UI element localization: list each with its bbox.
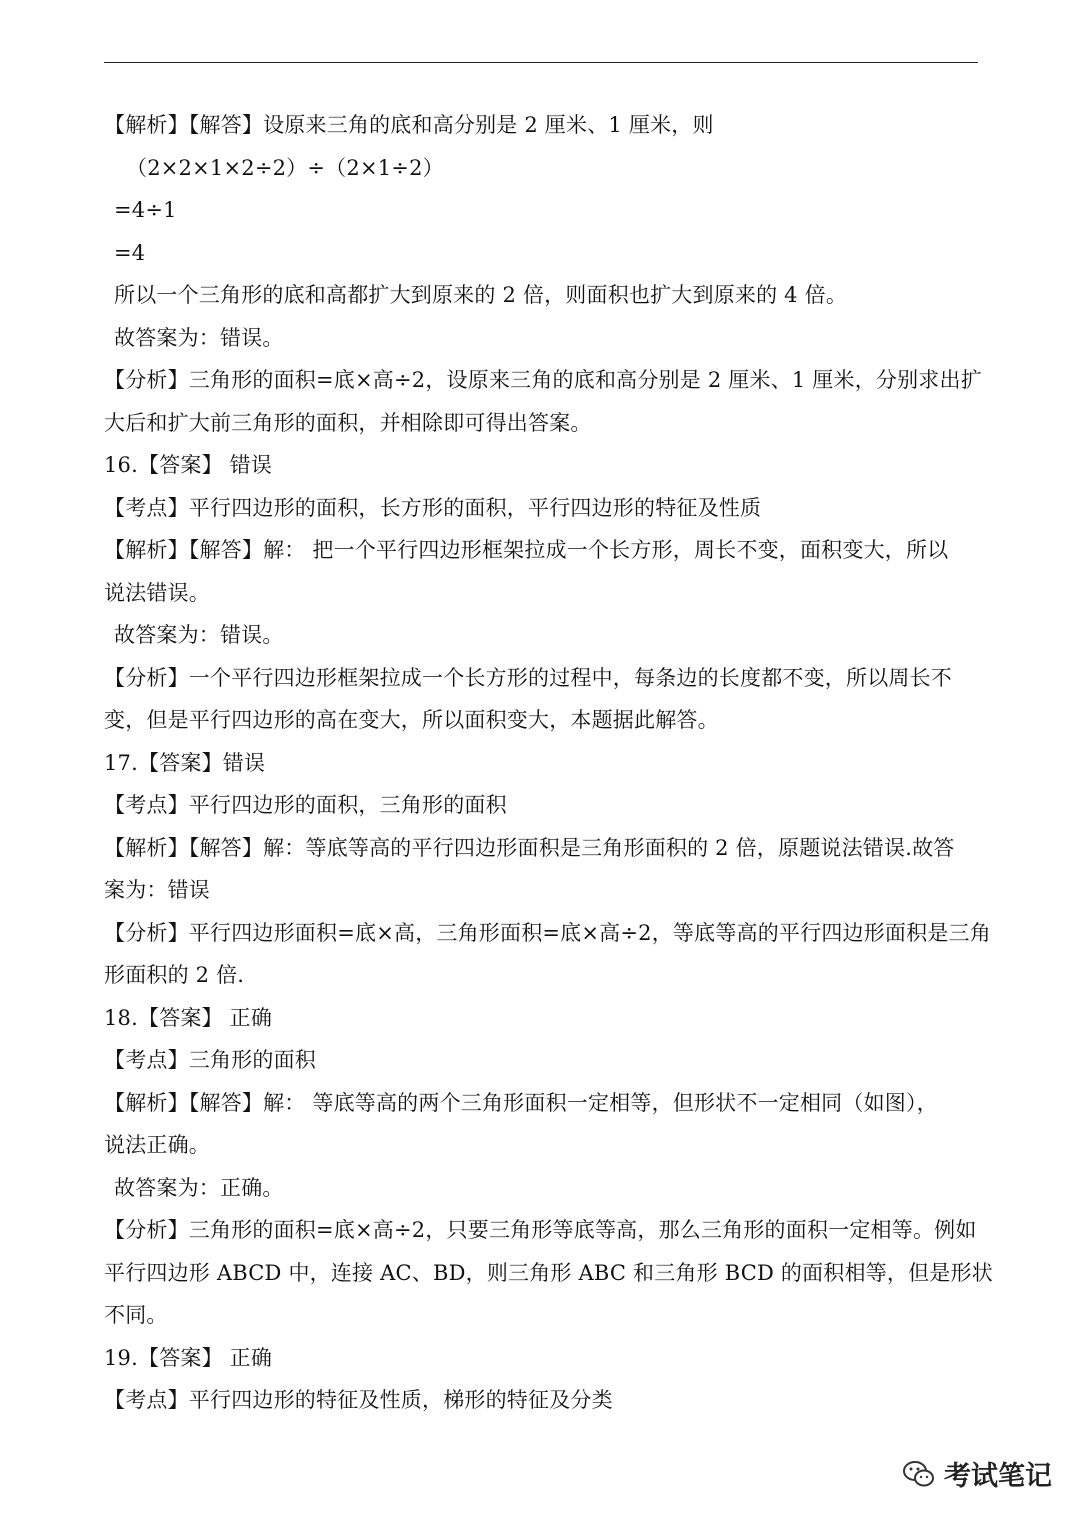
analysis-line: 形面积的 2 倍.: [104, 963, 245, 987]
knowledge-point-line: 【考点】三角形的面积: [104, 1048, 316, 1072]
question-answer-18: 18.【答案】 正确: [104, 1005, 273, 1030]
knowledge-point-line: 【考点】平行四边形的面积，长方形的面积，平行四边形的特征及性质: [104, 495, 762, 520]
answer-line: 故答案为：错误。: [114, 623, 284, 647]
formula-line: =4÷1: [114, 198, 177, 222]
explanation-line: 【解析】【解答】解： 把一个平行四边形框架拉成一个长方形，周长不变，面积变大，所以: [104, 538, 949, 562]
formula-line: =4: [114, 240, 146, 265]
explanation-line: 说法错误。: [104, 580, 210, 605]
explanation-line: 案为：错误: [104, 878, 210, 902]
formula-line: （2×2×1×2÷2）÷（2×1÷2）: [126, 155, 444, 180]
question-answer-19: 19.【答案】 正确: [104, 1345, 273, 1370]
watermark: [902, 1454, 1052, 1493]
analysis-line: 【分析】三角形的面积=底×高÷2，只要三角形等底等高，那么三角形的面积一定相等。例如: [104, 1218, 977, 1242]
analysis-line: 【分析】一个平行四边形框架拉成一个长方形的过程中，每条边的长度都不变，所以周长不: [104, 665, 952, 690]
question-answer-17: 17.【答案】错误: [104, 750, 266, 775]
text-line: 所以一个三角形的底和高都扩大到原来的 2 倍，则面积也扩大到原来的 4 倍。: [114, 283, 848, 307]
question-answer-16: 16.【答案】 错误: [104, 453, 273, 477]
knowledge-point-line: 【考点】平行四边形的面积，三角形的面积: [104, 793, 507, 817]
analysis-line: 【分析】平行四边形面积=底×高，三角形面积=底×高÷2，等底等高的平行四边形面积是三角: [104, 920, 991, 945]
wechat-icon: [902, 1459, 936, 1489]
answer-line: 故答案为：错误。: [114, 325, 284, 350]
header-rule: [104, 62, 978, 63]
analysis-line: 变，但是平行四边形的高在变大，所以面积变大，本题据此解答。: [104, 708, 719, 732]
document-body: [104, 104, 993, 1422]
explanation-line: 【解析】【解答】解： 等底等高的两个三角形面积一定相等，但形状不一定相同（如图），: [104, 1090, 938, 1115]
watermark-text: 考试笔记: [944, 1461, 1052, 1492]
analysis-line: 【分析】三角形的面积=底×高÷2，设原来三角的底和高分别是 2 厘米、1 厘米，分别求出扩: [104, 368, 982, 392]
explanation-line: 【解析】【解答】解：等底等高的平行四边形面积是三角形面积的 2 倍，原题说法错误.故答: [104, 835, 955, 860]
analysis-line: 大后和扩大前三角形的面积，并相除即可得出答案。: [104, 410, 592, 435]
analysis-line: 不同。: [104, 1303, 168, 1327]
answer-line: 故答案为：正确。: [114, 1175, 284, 1200]
text-line: 【解析】【解答】设原来三角的底和高分别是 2 厘米、1 厘米，则: [104, 113, 714, 137]
knowledge-point-line: 【考点】平行四边形的特征及性质，梯形的特征及分类: [104, 1388, 613, 1412]
explanation-line: 说法正确。: [104, 1133, 210, 1157]
analysis-line: 平行四边形 ABCD 中，连接 AC、BD，则三角形 ABC 和三角形 BCD 的面积相等，但是形状: [104, 1260, 993, 1285]
